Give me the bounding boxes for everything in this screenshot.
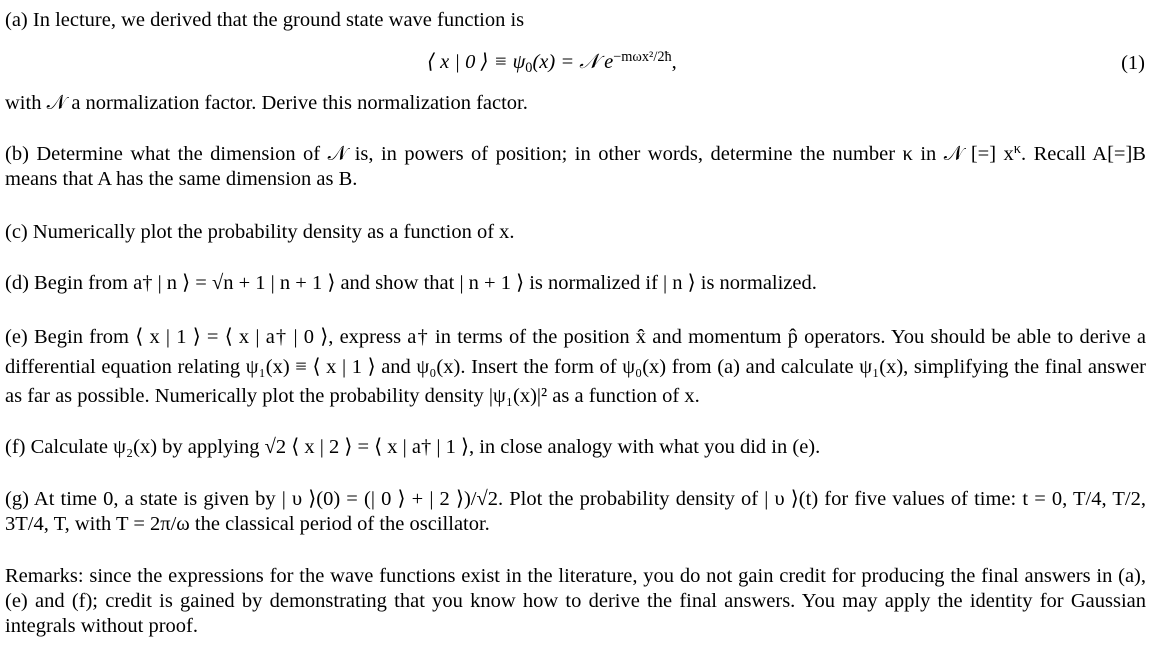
part-b xyxy=(5,142,1146,192)
part-g: (g) At time 0, a state is given by | υ ⟩(0) = (| 0 ⟩ + | 2 ⟩)/√2. Plot the probability density of | υ ⟩(t) for five values of time: t = 0, T/4, T/2, 3T/4, T, with T = 2π/ω the classical period of the oscillator. xyxy=(5,488,1146,535)
equation-1 xyxy=(0,46,1153,80)
part-b-text-1: (b) Determine what the dimension of 𝒩 is, in powers of position; in other words, determine the number κ in 𝒩 [=] x xyxy=(5,143,1014,165)
remarks: Remarks: since the expressions for the wave functions exist in the literature, you do not gain credit for producing the final answers in (a), (e) and (f); credit is gained by demonstrating that you know how to derive the final answers. You may apply the identity for Gaussian integrals without proof. xyxy=(5,565,1146,637)
part-b-text-2: . Recall A[=]B means that A has the same dimension as B. xyxy=(5,143,1146,190)
eq-comma: , xyxy=(671,51,677,73)
part-a-intro: (a) In lecture, we derived that the ground state wave function is xyxy=(5,9,525,31)
part-f: (f) Calculate ψ₂(x) by applying √2 ⟨ x | 2 ⟩ = ⟨ x | a† | 1 ⟩, in close analogy with what you did in (e). xyxy=(5,436,821,458)
equation-number: (1) xyxy=(1121,52,1145,74)
eq-mid: (x) = 𝒩 e xyxy=(532,51,614,73)
equation-1-formula xyxy=(427,48,677,77)
part-e: (e) Begin from ⟨ x | 1 ⟩ = ⟨ x | a† | 0 ⟩, express a† in terms of the position x̂ and momentum p̂ operators. You should be able to derive a differential equation relating ψ₁(x) ≡ ⟨ x | 1 ⟩ and ψ₀(x). Insert the form of ψ₀(x) from (a) and calculate ψ₁(x), simplifying the final answer as far as possible. Numerically plot the probability density |ψ₁(x)|² as a function of x. xyxy=(5,326,1146,407)
eq-exponent: −mωx²/2ħ xyxy=(613,48,672,65)
part-b-sup: κ xyxy=(1013,140,1021,157)
part-d: (d) Begin from a† | n ⟩ = √n + 1 | n + 1 ⟩ and show that | n + 1 ⟩ is normalized if | n ⟩ is normalized. xyxy=(5,272,817,294)
part-a-after: with 𝒩 a normalization factor. Derive this normalization factor. xyxy=(5,92,528,114)
eq-sub: 0 xyxy=(525,60,533,77)
eq-lhs: ⟨ x | 0 ⟩ ≡ ψ xyxy=(427,51,526,73)
part-c: (c) Numerically plot the probability density as a function of x. xyxy=(5,221,515,243)
